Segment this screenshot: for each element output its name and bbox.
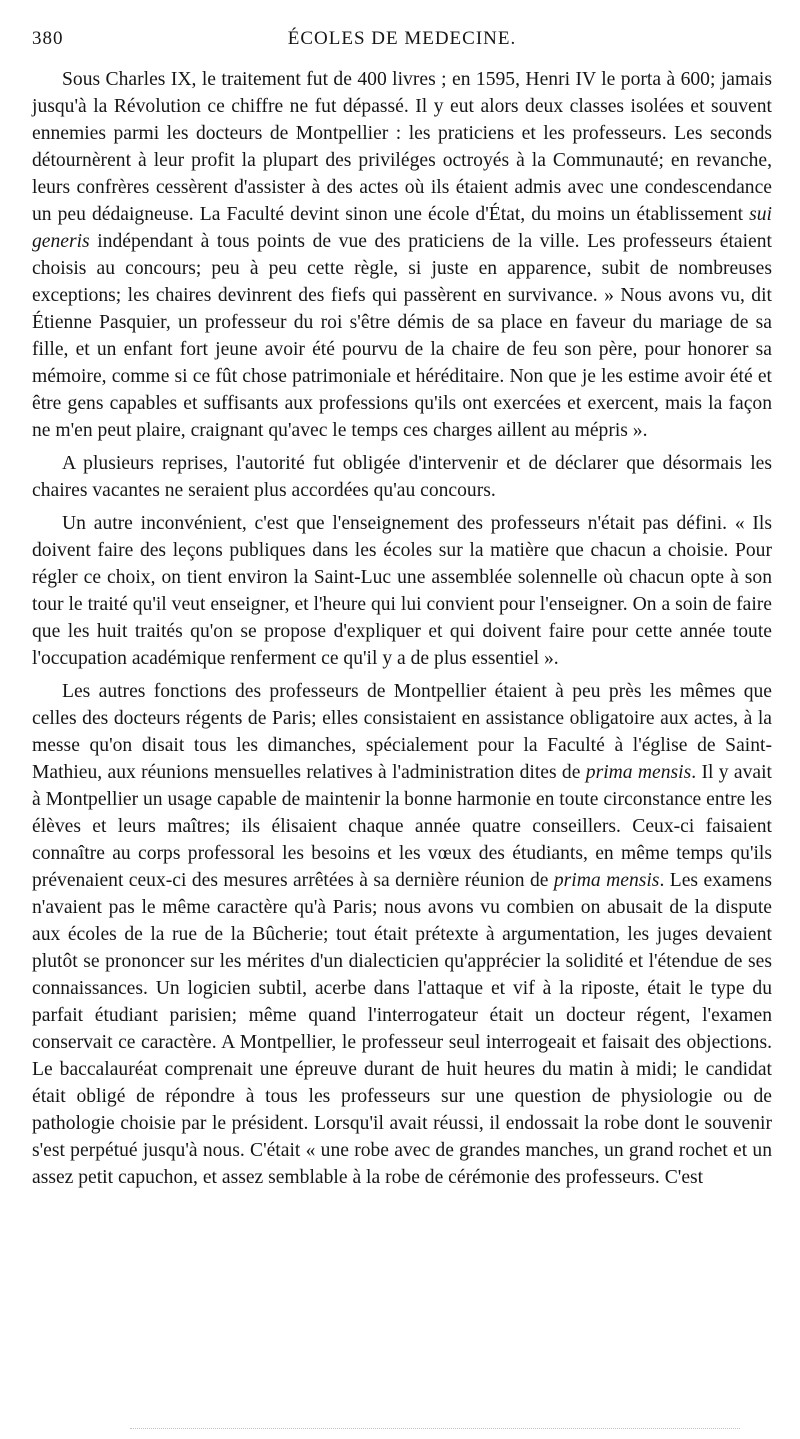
- paragraph: [32, 510, 772, 672]
- text-run: Les autres fonctions des professeurs de Montpellier étaient à peu près les mêmes que celles des docteurs régents de Paris; elles consistaient en assistance obligatoire aux actes, à la messe qu'on disait tous les dimanches, spécialement pour la Faculté à l'église de Saint-Mathieu, aux réunions mensuelles relatives à l'administration dites de: [32, 681, 772, 783]
- italic-run: prima mensis: [553, 870, 660, 891]
- running-title: ÉCOLES DE MEDECINE.: [287, 28, 517, 49]
- italic-run: prima mensis: [585, 762, 692, 783]
- paragraph: [32, 678, 772, 1191]
- footer-rule: [130, 1428, 740, 1429]
- text-run: . Les examens n'avaient pas le même caractère qu'à Paris; nous avons vu combien on abusait de la dispute aux écoles de la rue de la Bûcherie; tout était prétexte à argumentation, les juges devaient plutôt se prononcer sur les mérites d'un dialecticien qu'apprécier la solidité et l'étendue de ses connaissances. Un logicien subtil, acerbe dans l'attaque et vif à la riposte, était le type du parfait étudiant parisien; même quand l'interrogateur était un docteur régent, l'examen conservait ce caractère. A Montpellier, le professeur seul interrogeait et faisait des objections. Le baccalauréat comprenait une épreuve durant de huit heures du matin à midi; le candidat était obligé de répondre à tous les professeurs sur une question de physiologie ou de pathologie choisie par le président. Lorsqu'il avait réussi, il endossait la robe dont le souvenir s'est perpétué jusqu'à nous. C'était « une robe avec de grandes manches, un grand rochet et un assez petit capuchon, et assez semblable à la robe de cérémonie des professeurs. C'est: [32, 870, 772, 1188]
- text-run: . Il y avait à Montpellier un usage capable de maintenir la bonne harmonie en toute circonstance entre les élèves et leurs maîtres; ils élisaient chaque année quatre conseillers. Ceux-ci faisaient connaître au corps professoral les besoins et les vœux des étudiants, en même temps qu'ils prévenaient ceux-ci des mesures arrêtées à sa dernière réunion de: [32, 762, 772, 891]
- body-text: [32, 66, 772, 1191]
- text-run: A plusieurs reprises, l'autorité fut obligée d'intervenir et de déclarer que désormais les chaires vacantes ne seraient plus accordées qu'au concours.: [32, 453, 772, 501]
- text-run: indépendant à tous points de vue des praticiens de la ville. Les professeurs étaient choisis au concours; peu à peu cette règle, si juste en apparence, subit de nombreuses exceptions; les chaires devinrent des fiefs qui passèrent en survivance. » Nous avons vu, dit Étienne Pasquier, un professeur du roi s'être démis de sa place en faveur du mariage de sa fille, et un enfant fort jeune avoir été pourvu de la chaire de feu son père, pour honorer sa mémoire, comme si ce fût chose patrimoniale et héréditaire. Non que je les estime avoir été et être gens capables et suffisants aux professions qu'ils ont exercées et exercent, mais la façon ne m'en peut plaire, craignant qu'avec le temps ces charges aillent au mépris ».: [32, 231, 772, 441]
- italic-run: sui generis: [32, 204, 772, 252]
- text-run: Sous Charles IX, le traitement fut de 400 livres ; en 1595, Henri IV le porta à 600; jamais jusqu'à la Révolution ce chiffre ne fut dépassé. Il y eut alors deux classes isolées et souvent ennemies parmi les docteurs de Montpellier : les praticiens et les professeurs. Les seconds détournèrent à leur profit la plupart des priviléges octroyés à la Communauté; en revanche, leurs confrères cessèrent d'assister à des actes où ils étaient admis avec une condescendance un peu dédaigneuse. La Faculté devint sinon une école d'État, du moins un établissement: [32, 69, 772, 225]
- paragraph: [32, 66, 772, 444]
- page-number: 380: [32, 28, 64, 49]
- paragraph: [32, 450, 772, 504]
- text-run: Un autre inconvénient, c'est que l'enseignement des professeurs n'était pas défini. « Ils doivent faire des leçons publiques dans les écoles sur la matière que chacun a choisie. Pour régler ce choix, on tient environ la Saint-Luc une assemblée solennelle où chacun opte à son tour le traité qu'il veut enseigner, et l'heure qui lui convient pour l'enseigner. On a soin de faire que les huit traités qu'on se propose d'expliquer et qui doivent faire pour cette année toute l'occupation académique renferment ce qu'il y a de plus essentiel ».: [32, 513, 772, 669]
- book-page: [32, 28, 772, 1197]
- running-head: [32, 28, 772, 62]
